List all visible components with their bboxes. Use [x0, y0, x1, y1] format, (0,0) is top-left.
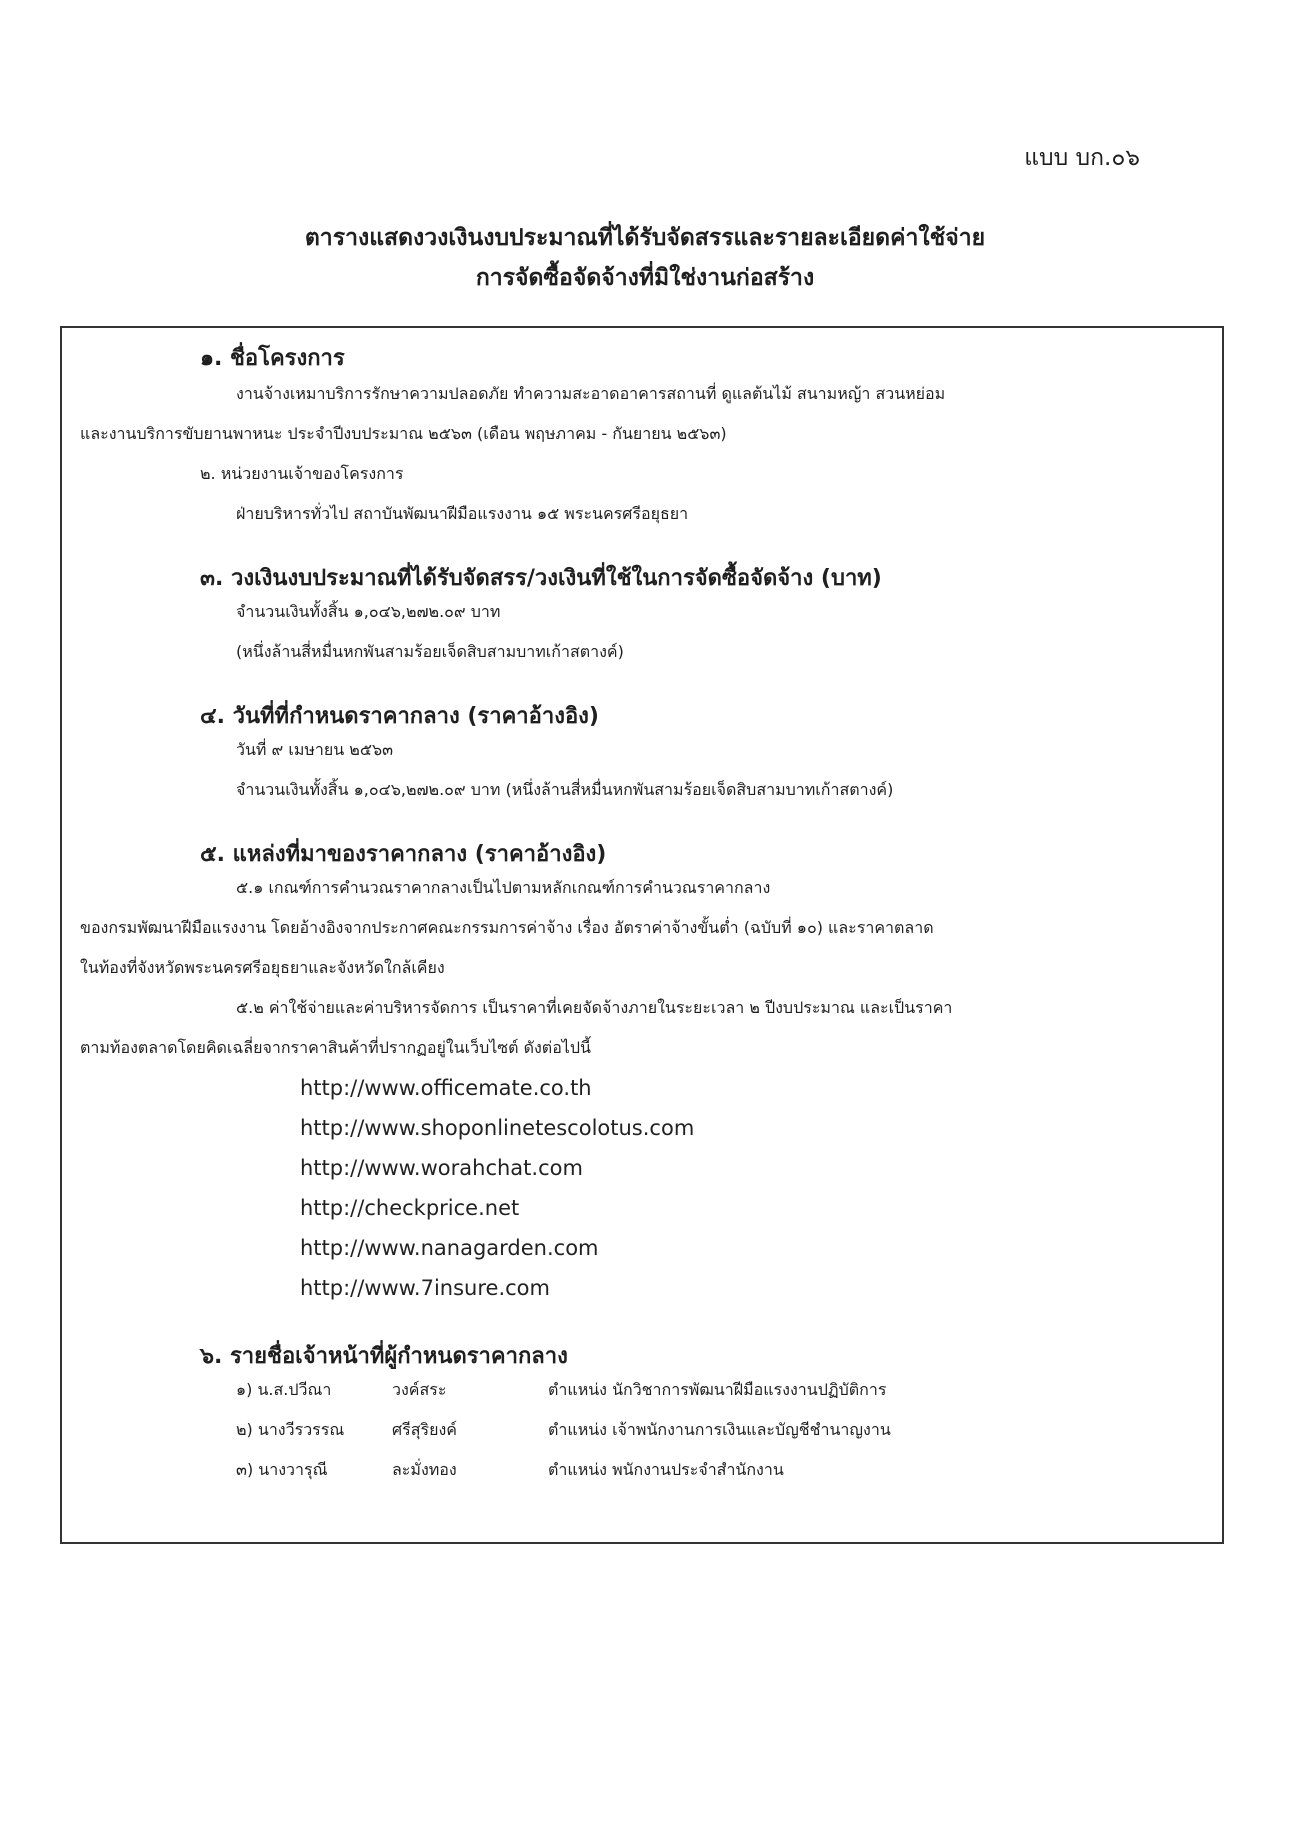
official-position: ตำแหน่ง นักวิชาการพัฒนาฝีมือแรงงานปฏิบัติการ	[548, 1380, 887, 1399]
section-5-p1-line-3: ในท้องที่จังหวัดพระนครศรีอยุธยาและจังหวัดใกล้เคียง	[80, 958, 445, 977]
section-2-heading: ๒. หน่วยงานเจ้าของโครงการ	[200, 464, 404, 483]
section-3-amount: จำนวนเงินทั้งสิ้น ๑,๐๔๖,๒๗๒.๐๙ บาท	[236, 602, 501, 621]
source-url[interactable]: http://www.nanagarden.com	[300, 1236, 599, 1260]
source-url[interactable]: http://www.7insure.com	[300, 1276, 550, 1300]
form-code: แบบ บก.๐๖	[1024, 145, 1140, 171]
official-surname: ศรีสุริยงค์	[392, 1420, 457, 1439]
official-name: ๓) นางวารุณี	[236, 1460, 328, 1479]
section-5-p1-line-2: ของกรมพัฒนาฝีมือแรงงาน โดยอ้างอิงจากประกาศคณะกรรมการค่าจ้าง เรื่อง อัตราค่าจ้างขั้นต่ำ (ฉบับที่ ๑๐) และราคาตลาด	[80, 918, 934, 937]
source-url[interactable]: http://www.shoponlinetescolotus.com	[300, 1116, 695, 1140]
section-1-heading: ๑. ชื่อโครงการ	[200, 346, 345, 371]
section-5-heading: ๕. แหล่งที่มาของราคากลาง (ราคาอ้างอิง)	[200, 842, 607, 867]
official-name: ๑) น.ส.ปวีณา	[236, 1380, 332, 1399]
official-position: ตำแหน่ง พนักงานประจำสำนักงาน	[548, 1460, 784, 1479]
document-title	[0, 218, 1290, 298]
section-1-text-line-1: งานจ้างเหมาบริการรักษาความปลอดภัย ทำความสะอาดอาคารสถานที่ ดูแลต้นไม้ สนามหญ้า สวนหย่อม	[236, 384, 946, 403]
official-name: ๒) นางวีรวรรณ	[236, 1420, 345, 1439]
section-5-p1-line-1: ๕.๑ เกณฑ์การคำนวณราคากลางเป็นไปตามหลักเกณฑ์การคำนวณราคากลาง	[236, 878, 771, 897]
title-line-1: ตารางแสดงวงเงินงบประมาณที่ได้รับจัดสรรและรายละเอียดค่าใช้จ่าย	[304, 225, 986, 251]
section-3-heading: ๓. วงเงินงบประมาณที่ได้รับจัดสรร/วงเงินที่ใช้ในการจัดซื้อจัดจ้าง (บาท)	[200, 566, 882, 591]
section-4-amount: จำนวนเงินทั้งสิ้น ๑,๐๔๖,๒๗๒.๐๙ บาท (หนึ่งล้านสี่หมื่นหกพันสามร้อยเจ็ดสิบสามบาทเก้าสตางค์)	[236, 780, 894, 799]
section-4-date: วันที่ ๙ เมษายน ๒๕๖๓	[236, 740, 394, 759]
section-4-heading: ๔. วันที่ที่กำหนดราคากลาง (ราคาอ้างอิง)	[200, 704, 599, 729]
official-surname: วงค์สระ	[392, 1380, 447, 1399]
source-url[interactable]: http://checkprice.net	[300, 1196, 520, 1220]
section-5-p2-line-1: ๕.๒ ค่าใช้จ่ายและค่าบริหารจัดการ เป็นราคาที่เคยจัดจ้างภายในระยะเวลา ๒ ปีงบประมาณ และเป็นราคา	[236, 998, 953, 1017]
section-6-heading: ๖. รายชื่อเจ้าหน้าที่ผู้กำหนดราคากลาง	[200, 1344, 568, 1369]
title-line-2: การจัดซื้อจัดจ้างที่มิใช่งานก่อสร้าง	[475, 265, 815, 291]
source-url[interactable]: http://www.officemate.co.th	[300, 1076, 592, 1100]
section-1-text-line-2: และงานบริการขับยานพาหนะ ประจำปีงบประมาณ ๒๕๖๓ (เดือน พฤษภาคม - กันยายน ๒๕๖๓)	[80, 424, 727, 443]
section-3-amount-words: (หนึ่งล้านสี่หมื่นหกพันสามร้อยเจ็ดสิบสามบาทเก้าสตางค์)	[236, 642, 624, 661]
official-surname: ละมั่งทอง	[392, 1460, 457, 1479]
official-position: ตำแหน่ง เจ้าพนักงานการเงินและบัญชีชำนาญงาน	[548, 1420, 891, 1439]
section-5-p2-line-2: ตามท้องตลาดโดยคิดเฉลี่ยจากราคาสินค้าที่ปรากฏอยู่ในเว็บไซต์ ดังต่อไปนี้	[80, 1038, 591, 1057]
source-url[interactable]: http://www.worahchat.com	[300, 1156, 583, 1180]
section-2-text: ฝ่ายบริหารทั่วไป สถาบันพัฒนาฝีมือแรงงาน ๑๕ พระนครศรีอยุธยา	[236, 504, 689, 523]
